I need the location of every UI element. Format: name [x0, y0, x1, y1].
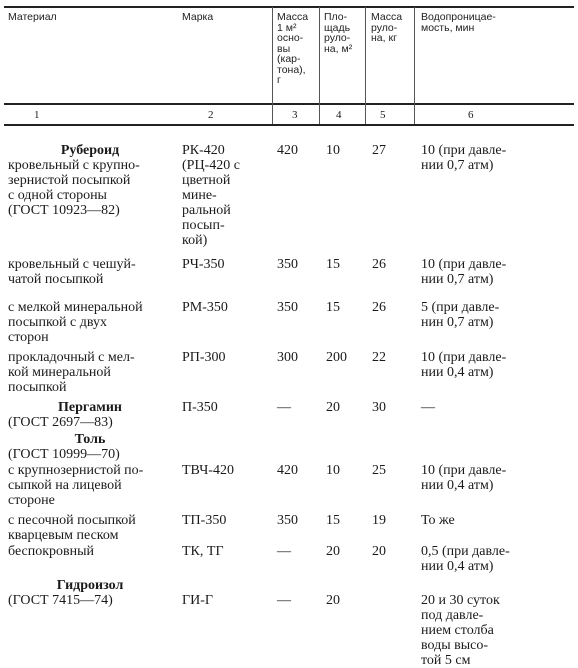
column-number: 3	[292, 109, 298, 121]
material-cell: (ГОСТ 7415—74)	[8, 593, 113, 608]
permeability-cell: 20 и 30 суток под давле- нием столба воды высо- той 5 см	[421, 593, 500, 668]
mass-base-cell: 420	[277, 143, 298, 158]
material-cell: прокладочный с мел- кой минеральной посыпкой	[8, 350, 135, 395]
mark-cell: ГИ-Г	[182, 593, 213, 608]
mass-roll-cell: 30	[372, 400, 386, 415]
numbers-bottom-rule	[4, 124, 574, 126]
column-number: 2	[208, 109, 214, 121]
header-permeability: Водопроницае- мость, мин	[421, 11, 496, 34]
group-title: Рубероид	[60, 143, 120, 158]
header-material: Материал	[8, 11, 57, 23]
mass-base-cell: —	[277, 544, 291, 559]
column-number: 4	[336, 109, 342, 121]
column-number: 1	[34, 109, 40, 121]
header-mass-roll: Масса рулo- на, кг	[371, 11, 403, 44]
area-cell: 15	[326, 257, 340, 272]
area-cell: 15	[326, 300, 340, 315]
area-cell: 20	[326, 400, 340, 415]
column-number: 6	[468, 109, 474, 121]
mark-cell: ТВЧ-420	[182, 463, 234, 478]
area-cell: 15	[326, 513, 340, 528]
permeability-cell: 5 (при давле- нин 0,7 атм)	[421, 300, 500, 330]
mass-roll-cell: 26	[372, 257, 386, 272]
header-bottom-rule	[4, 103, 574, 105]
mass-base-cell: —	[277, 400, 291, 415]
area-cell: 10	[326, 463, 340, 478]
table-top-rule	[4, 6, 574, 8]
material-cell: кровельный с крупно- зернистой посыпкой с одной стороны (ГОСТ 10923—82)	[8, 158, 140, 218]
area-cell: 10	[326, 143, 340, 158]
material-cell: беспокровный	[8, 544, 95, 559]
mass-base-cell: 350	[277, 300, 298, 315]
permeability-cell: 10 (при давле- нии 0,7 атм)	[421, 257, 507, 287]
mark-cell: П-350	[182, 400, 218, 415]
mass-roll-cell: 26	[372, 300, 386, 315]
header-area: Пло- щадь рулo- на, м²	[324, 11, 353, 55]
mass-base-cell: —	[277, 593, 291, 608]
area-cell: 200	[326, 350, 347, 365]
permeability-cell: 10 (при давле- нии 0,4 атм)	[421, 463, 507, 493]
group-title: Толь	[74, 432, 106, 447]
mass-base-cell: 350	[277, 257, 298, 272]
mark-cell: РЧ-350	[182, 257, 225, 272]
mark-cell: РП-300	[182, 350, 226, 365]
column-divider	[272, 7, 273, 124]
header-mark: Марка	[182, 11, 214, 23]
mark-cell: РК-420 (РЦ-420 с цветной мине- ральной посып- кой)	[182, 143, 240, 248]
material-cell: кровельный с чешуй- чатой посыпкой	[8, 257, 136, 287]
material-cell: с песочной посыпкой кварцевым песком	[8, 513, 136, 543]
column-number: 5	[380, 109, 386, 121]
area-cell: 20	[326, 544, 340, 559]
mass-base-cell: 300	[277, 350, 298, 365]
column-divider	[365, 7, 366, 124]
group-title: Пергамин	[58, 400, 122, 415]
permeability-cell: —	[421, 400, 435, 415]
material-cell: с мелкой минеральной посыпкой с двух сторон	[8, 300, 143, 345]
material-cell: (ГОСТ 10999—70)	[8, 447, 120, 462]
column-divider	[319, 7, 320, 124]
permeability-cell: 0,5 (при давле- нии 0,4 атм)	[421, 544, 510, 574]
group-title: Гидроизол	[56, 578, 124, 593]
mass-base-cell: 350	[277, 513, 298, 528]
mass-base-cell: 420	[277, 463, 298, 478]
permeability-cell: 10 (при давле- нии 0,4 атм)	[421, 350, 507, 380]
mark-cell: ТП-350	[182, 513, 227, 528]
material-cell: с крупнозернистой по- сыпкой на лицевой стороне	[8, 463, 144, 508]
mark-cell: ТК, ТГ	[182, 544, 224, 559]
mark-cell: РМ-350	[182, 300, 228, 315]
permeability-cell: То же	[421, 513, 455, 528]
column-divider	[414, 7, 415, 124]
area-cell: 20	[326, 593, 340, 608]
mass-roll-cell: 27	[372, 143, 386, 158]
mass-roll-cell: 20	[372, 544, 386, 559]
mass-roll-cell: 22	[372, 350, 386, 365]
mass-roll-cell: 25	[372, 463, 386, 478]
material-cell: (ГОСТ 2697—83)	[8, 415, 113, 430]
header-mass-base: Масса 1 м² осно- вы (кар- тона), г	[277, 11, 309, 86]
permeability-cell: 10 (при давле- нии 0,7 атм)	[421, 143, 507, 173]
mass-roll-cell: 19	[372, 513, 386, 528]
